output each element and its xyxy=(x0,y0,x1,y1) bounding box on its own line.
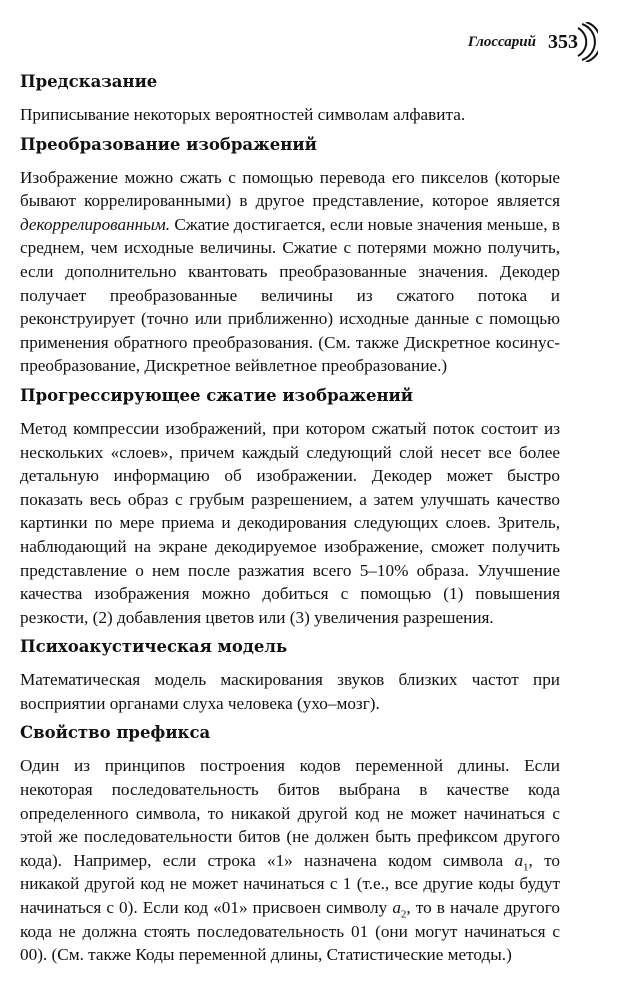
glossary-definition: Приписывание некоторых вероятностей символам алфавита. xyxy=(20,105,466,124)
page-number: 353 xyxy=(548,30,578,53)
glossary-term: Прогрессирующее сжатие изображений xyxy=(20,385,414,405)
glossary-entry xyxy=(20,133,560,378)
glossary-content xyxy=(20,70,560,973)
page-number-arcs-icon xyxy=(576,22,598,62)
glossary-definition xyxy=(20,754,560,966)
section-title: Глоссарий xyxy=(467,33,536,50)
glossary-definition xyxy=(20,166,560,378)
definition-text: Изображение можно сжать с помощью перевода его пикселов (которые бывают коррелированными) в другое представление, которое является xyxy=(20,167,560,211)
definition-text: Сжатие достигается, если новые значения меньше, в среднем, чем исходные величины. Сжатие с потерями можно получить, если дополнительно квантовать преобразованные значения. Декодер получает преобразованные величины из сжатого потока и реконструирует (точно или приближенно) исходные данные с помощью применения обратного преобразования. (См. также Дискретное косинус-преобразование, Дискретное вейвлетное преобразование.) xyxy=(20,214,560,376)
math-subscript: 2 xyxy=(400,908,407,921)
glossary-definition: Математическая модель маскирования звуков близких частот при восприятии органами слуха человека (ухо–мозг). xyxy=(20,670,560,713)
glossary-term: Свойство префикса xyxy=(20,723,211,743)
glossary-term: Преобразование изображений xyxy=(20,134,317,154)
glossary-definition: Метод компрессии изображений, при котором сжатый поток состоит из нескольких «слоев», причем каждый следующий слой несет все более детальную информацию об изображении. Декодер может быстро показать весь образ с грубым разрешением, а затем улучшать качество картинки по мере приема и декодирования следующих слоев. Зритель, наблюдающий на экране декодируемое изображение, сможет получить представление о нем после разжатия всего 5–10% образа. Улучшение качества изображения можно добиться с помощью (1) повышения резкости, (2) добавления цветов или (3) увеличения разрешения. xyxy=(20,418,560,627)
definition-text: , то никакой другой код не может начинаться с 1 (т.е., все другие коды будут начинаться с 0). Если код «01» присвоен символу xyxy=(20,850,560,918)
math-subscript: 1 xyxy=(523,861,529,874)
glossary-entry xyxy=(20,721,560,966)
definition-text: Один из принципов построения кодов переменной длины. Если некоторая последовательность битов выбрана в качестве кода определенного символа, то никакой другой код не может начинаться с этой же последовательности битов (не должен быть префиксом другого кода). Например, если строка «1» назначена кодом символа xyxy=(20,756,560,870)
math-symbol: a xyxy=(392,898,401,918)
running-header xyxy=(468,22,578,62)
glossary-term: Предсказание xyxy=(20,72,158,91)
math-symbol: a xyxy=(514,850,524,870)
definition-text: , то в начале другого кода не должна стоять последовательность 01 (они могут начинаться с 00). (См. также Коды переменной длины, Статистические методы.) xyxy=(20,898,560,965)
glossary-term: Психоакустическая модель xyxy=(20,637,288,657)
glossary-entry xyxy=(20,70,560,127)
definition-emphasis: декоррелированным. xyxy=(20,214,171,234)
glossary-entry xyxy=(20,635,560,715)
glossary-entry xyxy=(20,384,560,629)
